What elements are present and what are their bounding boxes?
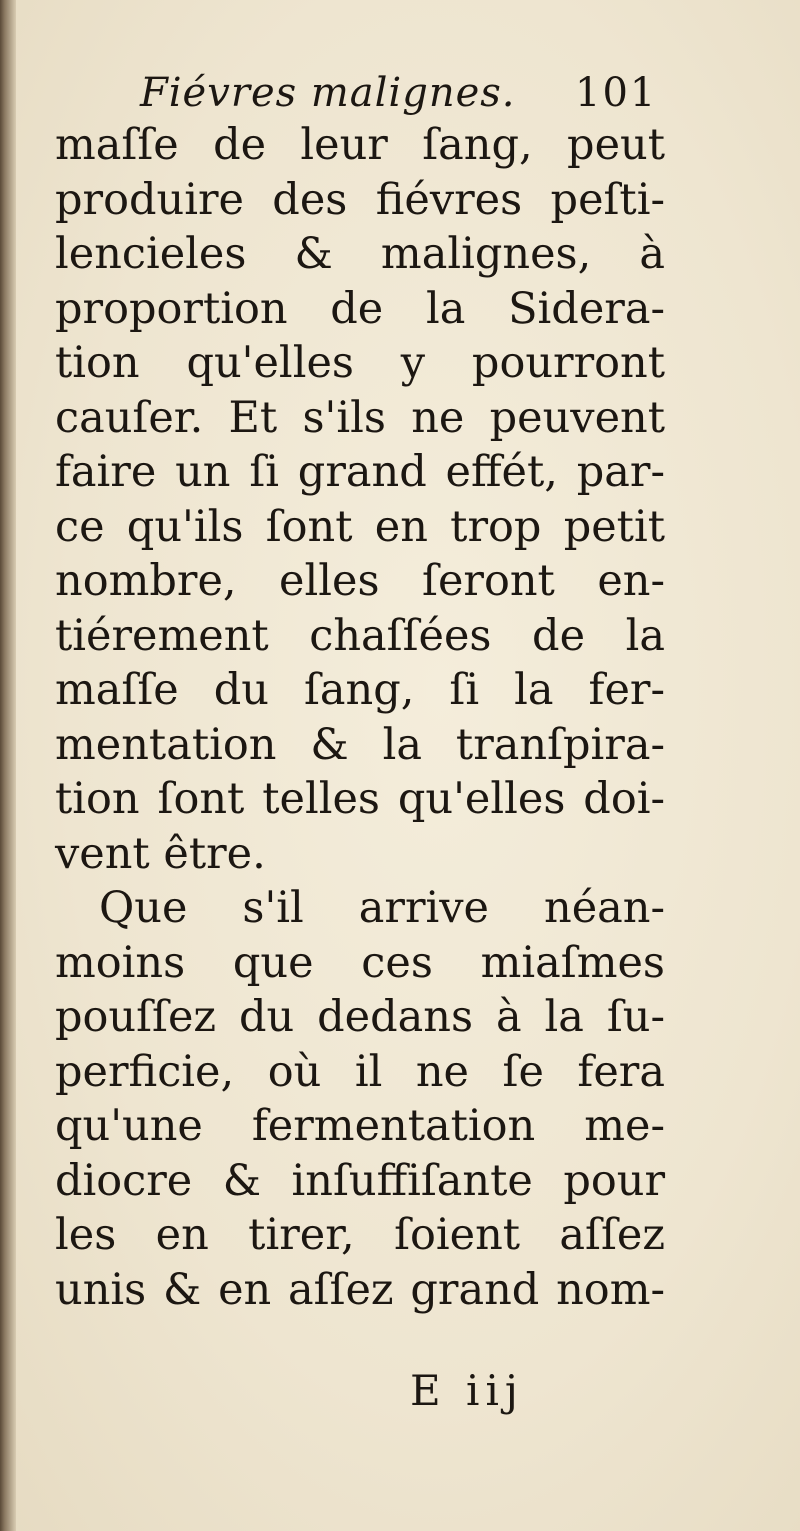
text-line: moins que ces miaſmes	[55, 937, 665, 988]
running-title: Fiévres malignes.	[140, 70, 516, 116]
text-line: tiérement chaſſées de la	[55, 610, 665, 661]
text-line: maſſe de leur ſang, peut	[55, 120, 665, 170]
text-line: lencieles & malignes, à	[55, 229, 665, 279]
text-line: proportion de la Sidera-	[55, 283, 665, 334]
text-line: tion qu'elles y pourront	[55, 338, 665, 388]
text-line: nombre, elles ſeront en-	[55, 556, 665, 606]
text-line: pouſſez du dedans à la ſu-	[55, 992, 665, 1042]
paragraph-end-line: vent être.	[55, 828, 266, 879]
body-text	[55, 118, 665, 1317]
paragraph-start-line: Que s'il arrive néan-	[99, 883, 665, 933]
text-line: faire un ſi grand effét, par-	[55, 447, 665, 497]
page-header	[140, 70, 660, 120]
text-line: cauſer. Et s'ils ne peuvent	[55, 392, 665, 443]
book-gutter	[0, 0, 16, 1531]
text-line: perficie, où il ne ſe fera	[55, 1046, 665, 1097]
text-line: les en tirer, ſoient aſſez	[55, 1210, 665, 1260]
text-line: ce qu'ils ſont en trop petit	[55, 501, 665, 552]
text-line: produire des fiévres peſti-	[55, 174, 665, 225]
text-line: qu'une fermentation me-	[55, 1101, 665, 1151]
text-line: mentation & la tranſpira-	[55, 719, 665, 770]
text-line: unis & en aſſez grand nom-	[55, 1264, 665, 1315]
text-line: diocre & inſuffiſante pour	[55, 1155, 665, 1206]
text-line: maſſe du ſang, ſi la fer-	[55, 665, 665, 715]
text-line: tion ſont telles qu'elles doi-	[55, 774, 665, 824]
signature-mark: E iij	[410, 1366, 524, 1415]
page-number: 101	[575, 70, 658, 116]
